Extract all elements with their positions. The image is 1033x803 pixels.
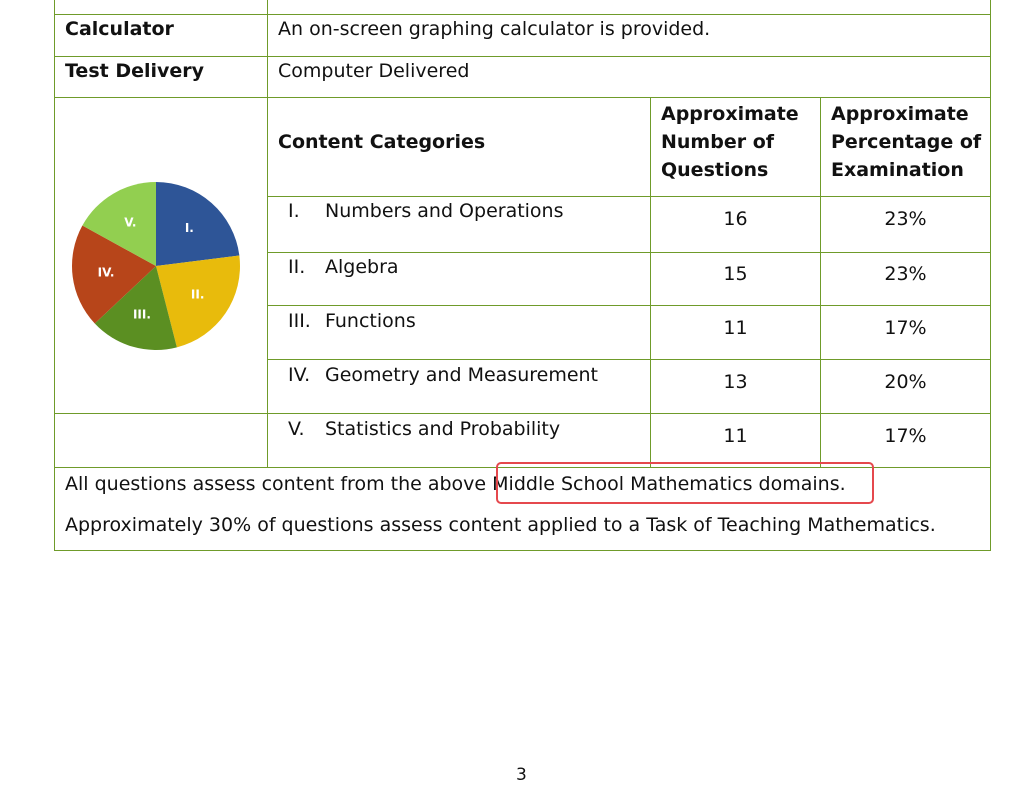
calculator-label: Calculator: [65, 18, 174, 40]
category-roman: V.: [288, 418, 305, 440]
table-border-right: [990, 0, 991, 551]
num-questions-header: [661, 100, 799, 184]
row-line-2: [267, 305, 991, 306]
category-name: Functions: [325, 310, 416, 332]
category-questions: 11: [723, 317, 748, 339]
note-line-1-text: All questions assess content from the above: [65, 473, 487, 495]
category-name: Statistics and Probability: [325, 418, 561, 440]
category-questions: 15: [723, 263, 748, 285]
category-roman: III.: [288, 310, 311, 332]
row-line-delivery: [54, 97, 991, 98]
category-roman: II.: [288, 256, 306, 278]
row-line-calculator: [54, 56, 991, 57]
table-border-left: [54, 0, 55, 551]
row-line-header: [267, 196, 991, 197]
category-roman: IV.: [288, 364, 311, 386]
content-pie-chart: [70, 181, 242, 351]
category-name: Geometry and Measurement: [325, 364, 599, 386]
category-percent: 17%: [884, 317, 927, 339]
category-questions: 11: [723, 425, 748, 447]
clipped-previous-row: [54, 0, 991, 14]
row-line-4: [54, 413, 991, 414]
test-delivery-label: Test Delivery: [65, 60, 205, 82]
highlight-box: [496, 462, 874, 504]
note-line-1-highlight-text: Middle School Mathematics domains.: [492, 473, 846, 495]
percentage-header: [831, 100, 981, 184]
pie-slice-label: IV.: [97, 265, 115, 280]
category-name: Numbers and Operations: [325, 200, 564, 222]
category-name: Algebra: [325, 256, 399, 278]
row-line-3: [267, 359, 991, 360]
category-questions: 16: [723, 208, 748, 230]
category-percent: 23%: [884, 263, 927, 285]
test-delivery-value: Computer Delivered: [278, 60, 470, 82]
category-questions: 13: [723, 371, 748, 393]
pie-slice-label: II.: [190, 287, 205, 302]
num-questions-header-line2: Number of: [661, 131, 775, 153]
content-categories-header: Content Categories: [278, 131, 486, 153]
label-column-divider: [267, 0, 268, 468]
page-number: 3: [516, 765, 527, 785]
row-line-top: [54, 14, 991, 15]
percentage-header-line3: Examination: [831, 159, 964, 181]
percentage-header-line2: Percentage of: [831, 131, 982, 153]
category-percent: 17%: [884, 425, 927, 447]
row-line-1: [267, 252, 991, 253]
pie-slice-label: I.: [184, 221, 194, 236]
category-percent: 20%: [884, 371, 927, 393]
category-percent: 23%: [884, 208, 927, 230]
pie-slice-label: V.: [124, 215, 137, 230]
calculator-value: An on-screen graphing calculator is provided.: [278, 18, 711, 40]
num-questions-header-line1: Approximate: [661, 103, 799, 125]
percentage-header-line1: Approximate: [831, 103, 969, 125]
row-line-bottom: [54, 550, 991, 551]
pie-slice-label: III.: [132, 307, 151, 322]
category-roman: I.: [288, 200, 300, 222]
note-line-2: Approximately 30% of questions assess content applied to a Task of Teaching Mathematics.: [65, 514, 936, 536]
num-questions-header-line3: Questions: [661, 159, 769, 181]
pie-slice-1: [156, 182, 239, 266]
